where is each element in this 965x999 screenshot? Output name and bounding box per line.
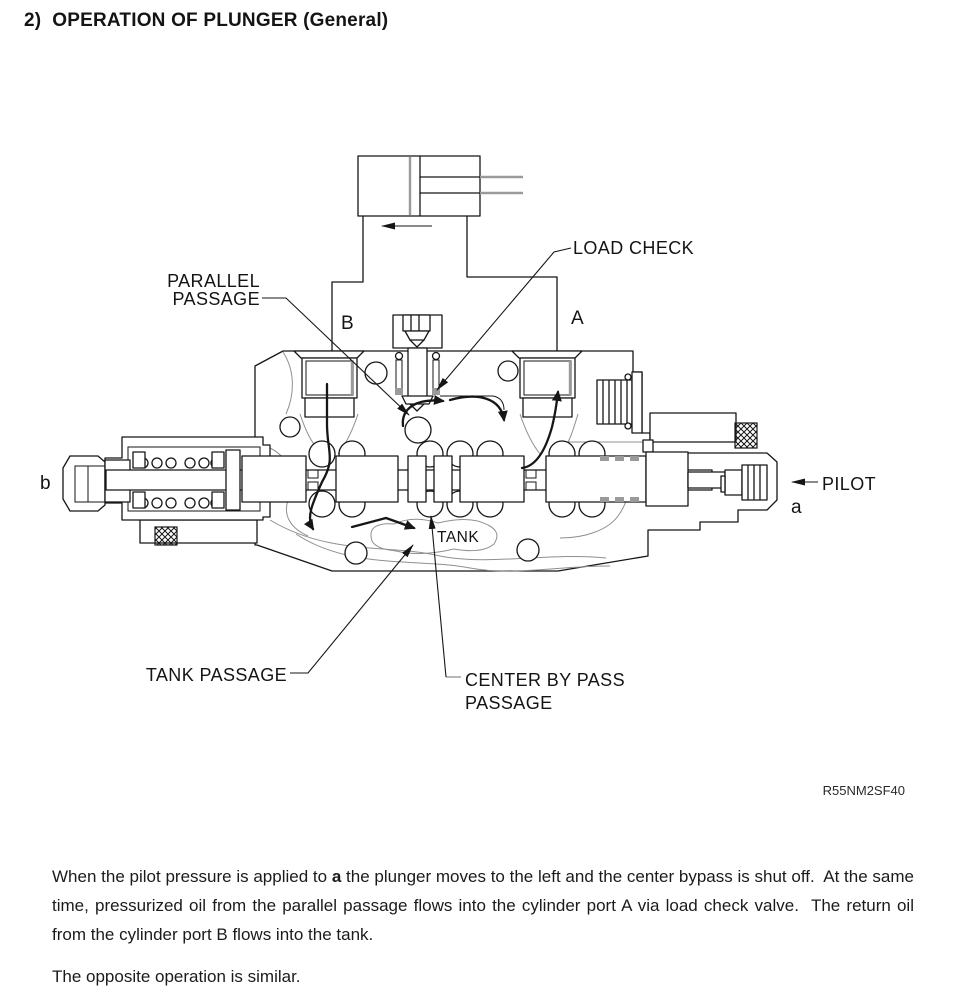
label-tank: TANK bbox=[437, 529, 480, 546]
seal-crosshatch-right bbox=[735, 423, 757, 448]
label-load-check: LOAD CHECK bbox=[573, 238, 695, 258]
port-b-plug bbox=[294, 351, 364, 417]
label-parallel-passage-2: PASSAGE bbox=[172, 289, 260, 309]
label-center-bypass-2: PASSAGE bbox=[465, 693, 553, 713]
end-cap-b bbox=[63, 456, 105, 511]
seal-crosshatch-left bbox=[155, 527, 177, 545]
description-paragraph bbox=[52, 862, 919, 949]
label-parallel-passage-1: PARALLEL bbox=[167, 271, 260, 291]
description-text-after: the plunger moves to the left and the center bypass is shut off. At the same time, pressurized oil from the parallel passage flows into the cylinder port A via load check valve. The return oil from the cylinder port B flows into the tank. bbox=[52, 867, 919, 944]
cylinder-mount-right bbox=[467, 216, 557, 351]
port-a-plug bbox=[512, 351, 582, 417]
label-end-b: b bbox=[40, 473, 51, 494]
pilot-cap bbox=[721, 465, 767, 500]
description-text-before: When the pilot pressure is applied to bbox=[52, 867, 332, 886]
label-end-a: a bbox=[791, 497, 802, 518]
label-port-b: B bbox=[341, 313, 354, 334]
closing-paragraph: The opposite operation is similar. bbox=[52, 967, 301, 986]
label-port-a: A bbox=[571, 308, 584, 329]
description-bold-a: a bbox=[331, 867, 342, 886]
label-pilot: PILOT bbox=[822, 474, 877, 494]
load-check-seat-bore bbox=[405, 417, 431, 443]
hydraulic-cylinder bbox=[332, 156, 557, 351]
page-title: 2) OPERATION OF PLUNGER (General) bbox=[24, 10, 389, 31]
label-tank-passage: TANK PASSAGE bbox=[145, 665, 287, 685]
figure-code: R55NM2SF40 bbox=[822, 783, 905, 798]
label-center-bypass-1: CENTER BY PASS bbox=[465, 670, 625, 690]
